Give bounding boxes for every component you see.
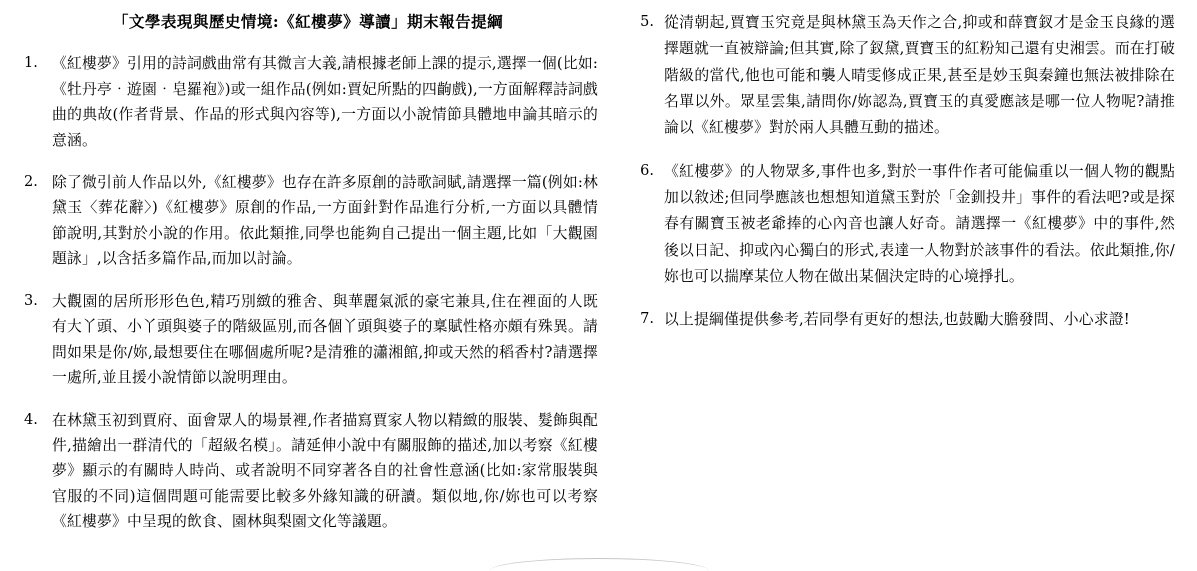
list-item-number: 2. [24,174,38,190]
list-item-text: 大觀園的居所形形色色,精巧別緻的雅舍、與華麗氣派的豪宅兼具,住在裡面的人既有大丫頭、小丫頭與婆子的階級區別,而各個丫頭與婆子的稟賦性格亦頗有殊異。請問如果是你/妳,最想要住在哪個處所呢?是清雅的瀟湘館,抑或天然的稻香村?請選擇一處所,並且援小說情節以說明理由。 [52,292,598,387]
list-item-number: 3. [24,292,38,309]
list-item [628,159,1175,291]
list-item-number: 6. [640,162,654,179]
list-item-text: 《紅樓夢》的人物眾多,事件也多,對於一事件作者可能偏重以一個人物的觀點加以敘述;但同學應該也想想知道黛玉對於「金釧投井」事件的看法吧?或是探春有關寶玉被老爺捧的心內音也讓人好奇。請選擇一《紅樓夢》中的事件,然後以日記、抑或內心獨白的形式,表達一人物對於該事件的看法。依此類推,你/妳也可以揣摩某位人物在做出某個決定時的心境掙扎。 [664,162,1175,285]
list-item-number: 4. [24,411,38,428]
list-item [18,408,598,535]
list-item-text: 除了微引前人作品以外,《紅樓夢》也存在許多原創的詩歌詞賦,請選擇一篇(例如:林黛玉〈葬花辭〉)《紅樓夢》原創的作品,一方面針對作品進行分析,一方面以具體情節說明,其對於小說的作用。依此類推,同學也能夠自己提出一個主題,比如「大觀園題詠」,以含括多篇作品,而加以討論。 [52,174,598,268]
list-item [628,10,1175,142]
list-item-text: 從清朝起,賈寶玉究竟是與林黛玉為天作之合,抑或和薛寶釵才是金玉良緣的選擇題就一直被辯論;但其實,除了釵黛,賈寶玉的紅粉知己還有史湘雲。而在打破階級的當代,他也可能和襲人晴雯修成正果,甚至是妙玉與秦鐘也無法被排除在名單以外。眾星雲集,請問你/妳認為,賈寶玉的真愛應該是哪一位人物呢?請推論以《紅樓夢》對於兩人具體互動的描述。 [664,14,1175,137]
list-item [18,51,598,153]
list-item-number: 7. [640,311,654,328]
list-item [628,307,1175,333]
list-item-text: 《紅樓夢》引用的詩詞戲曲常有其微言大義,請根據老師上課的提示,選擇一個(比如:《牡丹亭‧遊園‧皂羅袍》)或一組作品(例如:賈妃所點的四齣戲),一方面解釋詩詞戲曲的典故(作者背景、作品的形式與內容等),一方面以小說情節具體地申論其暗示的意涵。 [52,55,598,149]
list-item-text: 在林黛玉初到賈府、面會眾人的場景裡,作者描寫賈家人物以精緻的服裝、髮飾與配件,描繪出一群清代的「超級名模」。請延伸小說中有關服飾的描述,加以考察《紅樓夢》顯示的有關時人時尚、或者說明不同穿著各自的社會性意涵(比如:家常服裝與官服的不同)這個問題可能需要比較多外緣知識的研讀。類似地,你/妳也可以考察《紅樓夢》中呈現的飲食、園林與梨園文化等議題。 [52,411,598,531]
list-item-number: 5. [640,14,654,30]
list-item-text: 以上提綱僅提供參考,若同學有更好的想法,也鼓勵大膽發問、小心求證! [664,311,1130,329]
page-title: 「文學表現與歷史情境:《紅樓夢》導讀」期末報告提綱 [112,12,504,31]
list-item-number: 1. [24,55,38,72]
list-item [18,289,598,391]
list-item [18,170,598,272]
right-column [616,0,1197,565]
